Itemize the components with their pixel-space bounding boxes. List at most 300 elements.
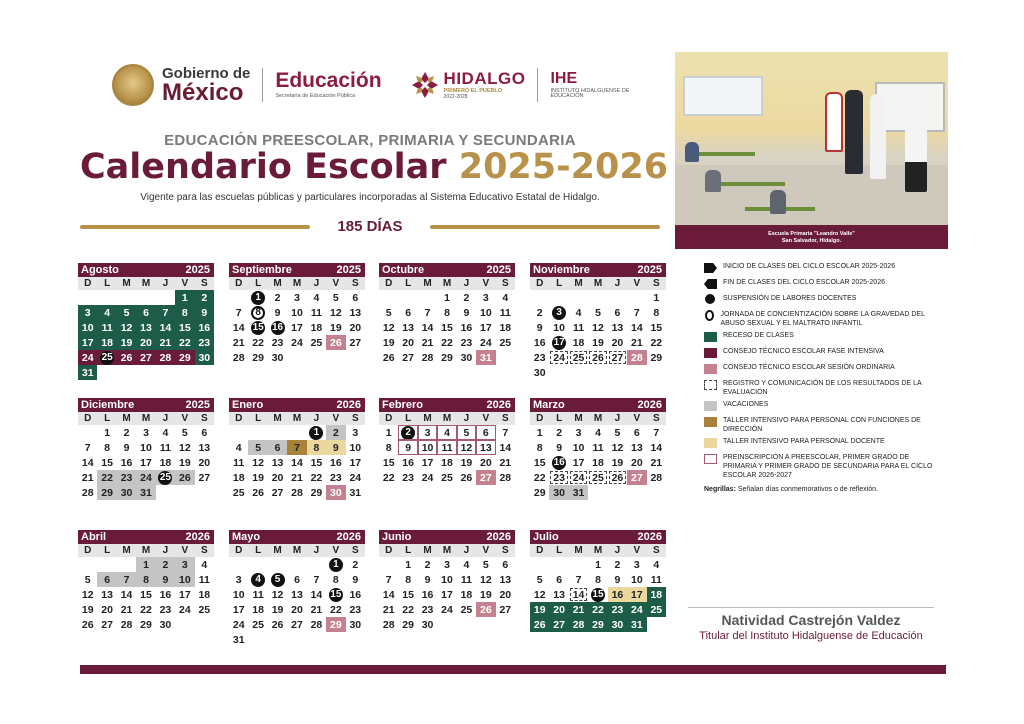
day-cell: 8	[405, 573, 412, 586]
day-grid	[78, 425, 214, 500]
empty-cell	[418, 290, 437, 305]
day-cell: 6	[136, 305, 155, 320]
day-cell: 17	[441, 588, 453, 601]
day-cell: 24	[78, 350, 97, 365]
month-header	[379, 398, 515, 412]
photo-person	[905, 92, 927, 192]
day-cell: 30	[271, 351, 284, 364]
day-cell: 27	[608, 350, 627, 365]
caption-line2: San Salvador, Hidalgo.	[781, 238, 842, 245]
day-cell: 9	[614, 573, 621, 586]
legend-text: INICIO DE CLASES DEL CICLO ESCOLAR 2025-2026	[723, 263, 896, 270]
month-diciembre	[78, 398, 214, 500]
signature-line	[688, 607, 934, 608]
day-cell: 12	[179, 441, 191, 454]
day-cell: 14	[232, 321, 245, 334]
day-cell: 2	[614, 558, 621, 571]
signature-name: Natividad Castrejón Valdez	[721, 612, 901, 628]
photo-person	[845, 90, 863, 174]
weekday-label: M	[593, 413, 603, 424]
day-cell: 10	[232, 588, 245, 601]
empty-cell	[268, 425, 287, 440]
day-number: 1	[251, 291, 265, 305]
empty-cell	[248, 425, 267, 440]
weekday-label: M	[273, 278, 282, 289]
day-cell: 23	[159, 603, 172, 616]
weekday-label: M	[574, 278, 583, 289]
day-cell: 7	[287, 440, 306, 455]
day-cell: 9	[123, 441, 130, 454]
weekday-label: M	[292, 545, 302, 556]
day-cell: 28	[120, 618, 133, 631]
day-cell: 13	[499, 573, 512, 586]
day-cell: 8	[385, 441, 392, 454]
negrillas-text: Señalan días conmemorativos o de reflexión.	[735, 486, 878, 493]
day-cell: 11	[460, 573, 472, 586]
legend-item	[704, 437, 944, 450]
day-cell: 15	[650, 321, 663, 334]
ihe-logo	[550, 71, 630, 100]
weekday-label: L	[405, 545, 412, 556]
day-cell: 19	[480, 588, 492, 601]
day-cell: 16	[195, 320, 214, 335]
day-cell: 27	[198, 471, 211, 484]
day-cell: 15	[175, 320, 194, 335]
day-cell: 11	[310, 306, 322, 319]
day-cell: 6	[405, 306, 412, 319]
day-cell: 23	[402, 471, 414, 484]
day-cell: 3	[78, 305, 97, 320]
day-cell: 16	[120, 456, 133, 469]
legend	[704, 262, 944, 493]
empty-cell	[229, 557, 248, 572]
day-cell: 21	[156, 335, 175, 350]
weekday-label: S	[351, 278, 359, 289]
day-cell: 10	[418, 440, 437, 455]
day-cell: 11	[573, 321, 585, 334]
weekday-label: M	[273, 413, 282, 424]
day-cell: 7	[117, 572, 136, 587]
weekday-label: M	[141, 413, 151, 424]
day-cell: 12	[117, 320, 136, 335]
empty-cell	[78, 425, 97, 440]
day-cell: 6	[633, 426, 640, 439]
day-cell: 10	[349, 441, 362, 454]
day-cell: 7	[424, 306, 431, 319]
empty-cell	[97, 290, 116, 305]
day-cell: 19	[252, 471, 264, 484]
day-cell: 28	[232, 351, 245, 364]
day-cell: 4	[653, 558, 660, 571]
day-cell: 17	[572, 456, 585, 469]
day-cell: 5	[84, 573, 91, 586]
legend-text: PREINSCRIPCIÓN A PREESCOLAR, PRIMER GRADO DE PRIMARIA Y PRIMER GRADO DE SECUNDARIA PARA EL CICLO ESCOLAR 2026-2027	[723, 454, 933, 479]
day-cell: 20	[101, 603, 113, 616]
weekday-label: J	[614, 545, 621, 556]
green-swatch-icon	[704, 332, 717, 342]
day-cell: 10	[291, 306, 303, 319]
negrillas-label: Negrillas:	[704, 486, 736, 493]
day-cell: 13	[402, 321, 414, 334]
day-cell: 4	[595, 426, 601, 439]
day-cell: 6	[294, 573, 300, 586]
day-cell: 16	[421, 588, 434, 601]
educacion-logo	[275, 70, 381, 100]
day-number: 1	[329, 558, 343, 572]
weekday-label: J	[313, 278, 320, 289]
weekday-label: D	[536, 545, 544, 556]
day-cell: 9	[195, 305, 214, 320]
day-cell: 8	[653, 306, 660, 319]
day-cell: 18	[198, 588, 211, 601]
month-name: Abril	[81, 531, 107, 543]
weekday-header	[530, 412, 666, 425]
day-cell: 28	[627, 350, 646, 365]
hidalgo-flower-icon	[410, 70, 440, 100]
day-cell: 1	[653, 291, 660, 304]
start-arrow-icon	[704, 263, 717, 273]
day-cell: 22	[310, 471, 323, 484]
day-number: 3	[552, 306, 566, 320]
empty-cell	[307, 557, 326, 572]
day-cell: 31	[78, 365, 97, 380]
month-year: 2026	[336, 531, 361, 543]
day-cell: 20	[349, 321, 362, 334]
day-cell: 27	[627, 470, 646, 485]
day-cell: 21	[310, 603, 323, 616]
day-cell: 30	[326, 485, 345, 500]
day-cell: 21	[499, 456, 512, 469]
weekday-label: L	[405, 278, 412, 289]
month-name: Mayo	[232, 531, 261, 543]
day-cell: 13	[476, 440, 495, 455]
day-cell: 25	[310, 336, 323, 349]
filled-circle-icon	[705, 294, 715, 304]
weekday-label: M	[574, 545, 583, 556]
month-name: Octubre	[382, 264, 425, 276]
day-cell: 3	[143, 426, 149, 439]
empty-cell	[287, 425, 306, 440]
day-cell: 19	[117, 335, 136, 350]
day-cell: 10	[175, 572, 194, 587]
weekday-label: J	[313, 413, 320, 424]
day-cell: 26	[175, 470, 194, 485]
day-cell: 28	[310, 618, 323, 631]
day-cell	[248, 290, 267, 305]
day-cell: 20	[198, 456, 211, 469]
day-cell: 15	[140, 588, 152, 601]
weekday-label: V	[181, 545, 189, 556]
day-cell: 16	[159, 588, 172, 601]
day-cell: 20	[271, 471, 284, 484]
title-main: Calendario Escolar	[80, 147, 447, 187]
day-cell: 26	[252, 486, 264, 499]
day-cell: 20	[611, 336, 624, 349]
day-cell: 12	[271, 588, 284, 601]
month-julio	[530, 530, 666, 632]
weekday-label: L	[255, 413, 262, 424]
gobierno-logo	[162, 66, 250, 105]
day-cell: 14	[81, 456, 94, 469]
day-cell: 24	[232, 618, 245, 631]
day-cell: 26	[460, 471, 473, 484]
day-cell: 5	[332, 291, 339, 304]
month-year: 2025	[336, 264, 361, 276]
day-cell: 25	[460, 603, 473, 616]
day-cell: 6	[476, 425, 495, 440]
day-cell: 4	[162, 426, 169, 439]
weekday-label: M	[292, 278, 302, 289]
day-cell: 19	[81, 603, 94, 616]
weekday-label: D	[84, 545, 92, 556]
day-cell: 13	[349, 306, 362, 319]
month-year: 2026	[486, 531, 511, 543]
weekday-label: S	[501, 413, 509, 424]
day-cell: 1	[444, 291, 450, 304]
day-cell: 3	[175, 557, 194, 572]
day-cell: 12	[457, 440, 476, 455]
day-cell: 20	[480, 456, 492, 469]
day-cell: 28	[650, 471, 663, 484]
day-cell: 11	[159, 441, 171, 454]
weekday-header	[78, 412, 214, 425]
day-cell: 14	[120, 588, 133, 601]
legend-text: CONSEJO TÉCNICO ESCOLAR FASE INTENSIVA	[723, 348, 884, 355]
day-cell: 8	[332, 573, 339, 586]
day-cell: 12	[330, 306, 342, 319]
edu-sub: Secretaría de Educación Pública	[275, 93, 356, 100]
day-cell: 28	[291, 486, 303, 499]
day-cell: 14	[382, 588, 395, 601]
day-cell: 10	[140, 441, 152, 454]
logo-divider-2	[537, 68, 538, 102]
day-cell: 10	[78, 320, 97, 335]
day-cell: 20	[136, 335, 155, 350]
month-name: Marzo	[533, 399, 565, 411]
empty-cell	[569, 557, 588, 572]
day-cell: 30	[159, 618, 172, 631]
weekday-label: J	[614, 278, 621, 289]
weekday-label: S	[200, 278, 208, 289]
empty-cell	[398, 290, 417, 305]
day-cell: 22	[533, 471, 546, 484]
weekday-label: D	[84, 278, 92, 289]
day-cell: 8	[175, 305, 194, 320]
day-cell: 4	[502, 291, 509, 304]
day-cell: 21	[650, 456, 663, 469]
day-cell: 12	[592, 321, 604, 334]
weekday-label: D	[536, 413, 544, 424]
day-cell: 23	[533, 351, 546, 364]
day-cell: 16	[608, 587, 627, 602]
gob-line2: México	[162, 78, 244, 106]
weekday-label: S	[351, 413, 359, 424]
day-cell: 14	[569, 587, 588, 602]
day-cell: 26	[117, 350, 136, 365]
day-cell	[307, 425, 326, 440]
day-cell: 10	[631, 573, 643, 586]
month-name: Septiembre	[232, 264, 292, 276]
legend-text: TALLER INTENSIVO PARA PERSONAL CON FUNCIONES DE DIRECCIÓN	[723, 417, 921, 433]
day-cell: 22	[650, 336, 663, 349]
day-cell: 29	[175, 350, 194, 365]
day-cell: 31	[476, 350, 495, 365]
weekday-label: D	[235, 545, 243, 556]
day-cell: 24	[421, 471, 434, 484]
weekday-label: V	[482, 545, 490, 556]
days-count: 185 DÍAS	[337, 218, 403, 235]
day-cell: 20	[549, 602, 568, 617]
day-cell: 9	[424, 573, 431, 586]
day-cell: 13	[198, 441, 211, 454]
empty-cell	[549, 557, 568, 572]
day-grid	[78, 290, 214, 380]
month-year: 2025	[486, 264, 511, 276]
day-cell: 27	[402, 351, 414, 364]
negrillas-note	[704, 486, 944, 493]
legend-item	[704, 363, 944, 376]
day-cell: 17	[627, 587, 646, 602]
weekday-label: V	[332, 278, 340, 289]
day-cell: 25	[499, 336, 512, 349]
day-cell: 3	[235, 573, 242, 586]
day-cell: 2	[156, 557, 175, 572]
day-cell: 11	[233, 456, 245, 469]
month-year: 2026	[336, 399, 361, 411]
legend-item	[704, 379, 944, 397]
day-grid	[379, 290, 515, 365]
day-cell: 11	[499, 306, 511, 319]
day-cell: 14	[499, 441, 512, 454]
empty-cell	[117, 290, 136, 305]
day-cell: 29	[252, 351, 264, 364]
ochre-swatch-icon	[704, 417, 717, 427]
ihe-sub: INSTITUTO HIDALGUENSE DE EDUCACIÓN	[550, 87, 630, 99]
day-cell: 24	[569, 470, 588, 485]
day-cell: 18	[97, 335, 116, 350]
month-name: Noviembre	[533, 264, 590, 276]
day-cell: 19	[330, 321, 342, 334]
day-cell: 13	[101, 588, 113, 601]
day-cell: 27	[271, 486, 284, 499]
month-abril	[78, 530, 214, 632]
month-enero	[229, 398, 365, 500]
day-cell: 21	[382, 603, 395, 616]
day-cell: 2	[123, 426, 130, 439]
day-cell: 13	[611, 321, 624, 334]
weekday-header	[530, 544, 666, 557]
empty-cell	[530, 557, 549, 572]
title-year: 2025-2026	[458, 147, 669, 187]
day-cell: 3	[575, 426, 582, 439]
weekday-label: V	[482, 413, 490, 424]
weekday-label: L	[405, 413, 412, 424]
caption-line1: Escuela Primaria "Leandro Valle"	[768, 231, 855, 237]
day-cell: 17	[349, 456, 362, 469]
weekday-label: L	[255, 278, 262, 289]
footer-bar	[80, 665, 946, 674]
day-grid	[78, 557, 214, 632]
day-cell: 18	[310, 321, 323, 334]
day-grid	[379, 425, 515, 485]
day-cell: 22	[382, 471, 395, 484]
day-cell	[549, 305, 568, 320]
day-cell: 9	[156, 572, 175, 587]
day-cell: 12	[81, 588, 94, 601]
month-header	[530, 398, 666, 412]
weekday-label: L	[104, 413, 111, 424]
legend-text: CONSEJO TÉCNICO ESCOLAR SESIÓN ORDINARIA	[723, 364, 895, 371]
day-cell	[398, 425, 417, 440]
day-cell: 5	[181, 426, 188, 439]
day-cell: 8	[595, 573, 601, 586]
day-cell: 29	[588, 617, 607, 632]
day-cell: 7	[502, 426, 509, 439]
weekday-label: M	[122, 545, 131, 556]
day-number: 25	[159, 472, 171, 483]
month-name: Agosto	[81, 264, 119, 276]
month-noviembre	[530, 263, 666, 380]
day-cell: 1	[104, 426, 111, 439]
day-cell: 17	[78, 335, 97, 350]
weekday-label: D	[385, 413, 393, 424]
day-cell: 2	[463, 291, 470, 304]
day-cell: 26	[608, 470, 627, 485]
day-grid	[379, 557, 515, 632]
day-cell: 18	[460, 588, 473, 601]
day-cell: 20	[631, 456, 643, 469]
day-cell: 24	[441, 603, 453, 616]
day-cell: 26	[476, 602, 495, 617]
empty-cell	[549, 290, 568, 305]
day-cell: 29	[140, 618, 152, 631]
weekday-label: M	[593, 545, 603, 556]
weekday-header	[229, 544, 365, 557]
day-cell: 10	[572, 441, 585, 454]
day-cell: 14	[291, 456, 303, 469]
ring-circle-icon	[705, 310, 714, 321]
month-header	[229, 398, 365, 412]
days-banner	[80, 219, 660, 235]
day-cell: 23	[117, 470, 136, 485]
empty-cell	[136, 290, 155, 305]
day-cell: 28	[156, 350, 175, 365]
legend-text: FIN DE CLASES DEL CICLO ESCOLAR 2025-2026	[723, 279, 885, 286]
weekday-label: J	[614, 413, 621, 424]
weekday-header	[78, 277, 214, 290]
day-cell: 14	[421, 321, 434, 334]
day-cell: 24	[349, 471, 362, 484]
month-header	[78, 530, 214, 544]
day-cell: 2	[274, 291, 281, 304]
day-cell: 2	[536, 306, 543, 319]
legend-text: RECESO DE CLASES	[723, 332, 794, 339]
weekday-label: M	[423, 413, 432, 424]
day-cell: 30	[421, 618, 434, 631]
weekday-label: L	[104, 545, 111, 556]
day-cell: 29	[650, 351, 663, 364]
day-cell: 3	[294, 291, 300, 304]
day-cell: 21	[631, 336, 643, 349]
empty-cell	[156, 290, 175, 305]
day-cell: 18	[592, 456, 604, 469]
day-cell: 26	[382, 351, 395, 364]
day-cell: 9	[398, 440, 417, 455]
day-cell: 23	[271, 336, 284, 349]
page-title	[80, 147, 669, 187]
day-cell: 26	[81, 618, 94, 631]
month-name: Febrero	[382, 399, 423, 411]
